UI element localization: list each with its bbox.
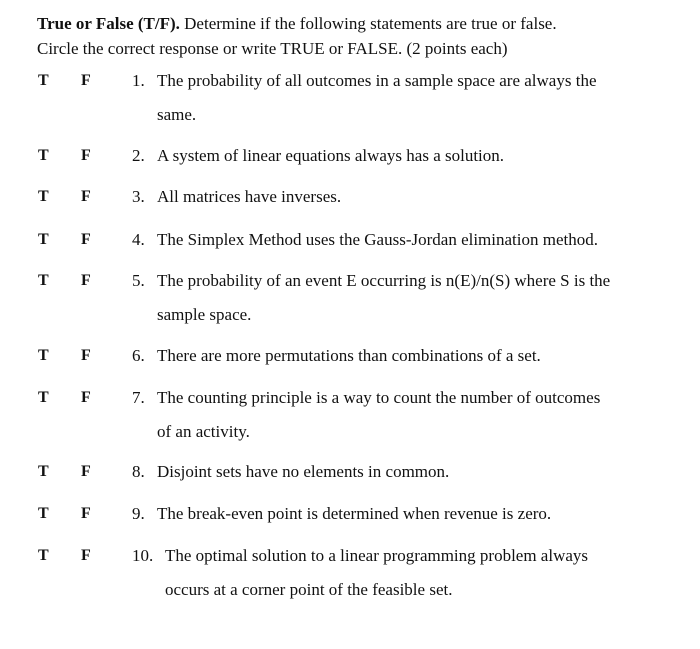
question-text-continued: same.: [157, 105, 197, 124]
false-choice[interactable]: F: [81, 272, 91, 289]
question-text-continued: of an activity.: [157, 422, 250, 441]
instructions-header: [37, 11, 677, 61]
section-title: True or False (T/F).: [37, 14, 180, 33]
question-number: 4.: [132, 230, 145, 249]
false-choice[interactable]: F: [81, 547, 91, 564]
true-choice[interactable]: T: [38, 231, 49, 248]
false-choice[interactable]: F: [81, 188, 91, 205]
true-choice[interactable]: T: [38, 272, 49, 289]
question-text: The probability of all outcomes in a sample space are always the: [157, 71, 597, 90]
false-choice[interactable]: F: [81, 72, 91, 89]
true-choice[interactable]: T: [38, 463, 49, 480]
question-number: 3.: [132, 187, 145, 206]
true-choice[interactable]: T: [38, 505, 49, 522]
question-text: The probability of an event E occurring is n(E)/n(S) where S is the: [157, 271, 611, 290]
instructions-line-1: [37, 11, 677, 36]
question-text: The Simplex Method uses the Gauss-Jordan elimination method.: [157, 230, 598, 249]
question-text: Disjoint sets have no elements in common.: [157, 462, 450, 481]
question-number: 8.: [132, 462, 145, 481]
instruction-text-2: Circle the correct response or write TRUE or FALSE. (2 points each): [37, 39, 508, 58]
true-choice[interactable]: T: [38, 347, 49, 364]
question-number: 5.: [132, 271, 145, 290]
true-choice[interactable]: T: [38, 547, 49, 564]
question-text-continued: sample space.: [157, 305, 252, 324]
false-choice[interactable]: F: [81, 505, 91, 522]
false-choice[interactable]: F: [81, 463, 91, 480]
question-text: The counting principle is a way to count the number of outcomes: [157, 388, 601, 407]
true-choice[interactable]: T: [38, 147, 49, 164]
question-text: A system of linear equations always has a solution.: [157, 146, 505, 165]
question-text: All matrices have inverses.: [157, 187, 342, 206]
question-text: The optimal solution to a linear programming problem always: [165, 546, 589, 565]
question-text: There are more permutations than combinations of a set.: [157, 346, 541, 365]
true-choice[interactable]: T: [38, 389, 49, 406]
false-choice[interactable]: F: [81, 347, 91, 364]
question-number: 7.: [132, 388, 145, 407]
false-choice[interactable]: F: [81, 231, 91, 248]
question-number: 9.: [132, 504, 145, 523]
question-number: 10.: [132, 546, 154, 565]
true-choice[interactable]: T: [38, 72, 49, 89]
question-number: 6.: [132, 346, 145, 365]
question-text: The break-even point is determined when revenue is zero.: [157, 504, 552, 523]
question-text-continued: occurs at a corner point of the feasible set.: [165, 580, 453, 599]
false-choice[interactable]: F: [81, 389, 91, 406]
question-number: 1.: [132, 71, 145, 90]
false-choice[interactable]: F: [81, 147, 91, 164]
question-number: 2.: [132, 146, 145, 165]
instruction-text-1: Determine if the following statements are true or false.: [179, 14, 557, 33]
true-choice[interactable]: T: [38, 188, 49, 205]
